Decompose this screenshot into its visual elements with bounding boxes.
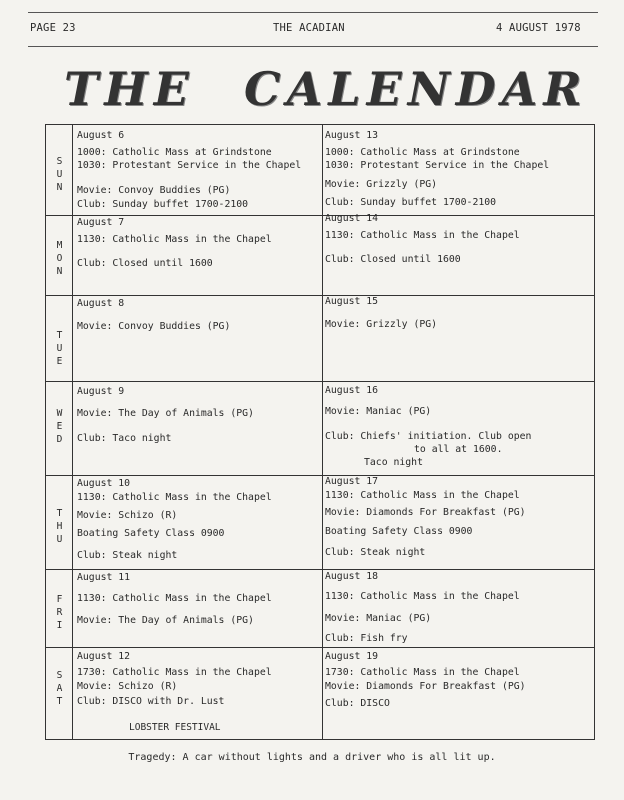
cell-entry: Club: Fish fry (325, 633, 408, 644)
cell-entry: Club: Chiefs' initiation. Club open (325, 431, 532, 442)
lobster-festival-note: LOBSTER FESTIVAL (129, 722, 221, 733)
cell-entry: Movie: Maniac (PG) (325, 613, 432, 624)
cell-entry: Club: Steak night (325, 547, 426, 558)
cell-entry: Movie: Grizzly (PG) (325, 179, 438, 190)
cell-entry: Movie: Schizo (R) (77, 681, 178, 692)
cell-date: August 15 (325, 296, 379, 307)
cell-entry: Movie: Schizo (R) (77, 510, 178, 521)
day-label-wed: W E D (56, 408, 63, 445)
cell-entry: Movie: Convoy Buddies (PG) (77, 185, 231, 196)
day-label-sun: S U N (56, 156, 63, 193)
cell-entry: Boating Safety Class 0900 (77, 528, 225, 539)
cell-entry: Boating Safety Class 0900 (325, 526, 473, 537)
cell-entry: Club: Sunday buffet 1700-2100 (325, 197, 497, 208)
cell-entry: 1000: Catholic Mass at Grindstone (77, 147, 272, 158)
cell-entry: Club: Sunday buffet 1700-2100 (77, 199, 249, 210)
day-label-mon: M O N (56, 240, 63, 277)
row-divider (46, 647, 594, 648)
header-rule-bottom (28, 46, 598, 47)
cell-date: August 12 (77, 651, 131, 662)
day-label-sat: S A T (56, 670, 63, 707)
title-word-calendar: CALENDAR (244, 62, 588, 116)
cell-entry: Club: Closed until 1600 (325, 254, 461, 265)
footer-quip: Tragedy: A car without lights and a driver who is all lit up. (128, 752, 496, 763)
cell-entry: Taco night (364, 457, 423, 468)
cell-entry: 1130: Catholic Mass in the Chapel (325, 490, 520, 501)
row-divider (46, 475, 594, 476)
row-divider (46, 569, 594, 570)
cell-date: August 14 (325, 213, 379, 224)
cell-entry: 1730: Catholic Mass in the Chapel (77, 667, 272, 678)
day-label-tue: T U E (56, 330, 63, 367)
cell-entry: Movie: The Day of Animals (PG) (77, 615, 254, 626)
cell-date: August 18 (325, 571, 379, 582)
cell-date: August 11 (77, 572, 131, 583)
cell-entry: Movie: Grizzly (PG) (325, 319, 438, 330)
cell-entry: Club: Taco night (77, 433, 172, 444)
cell-entry: Movie: Diamonds For Breakfast (PG) (325, 507, 526, 518)
cell-entry: 1130: Catholic Mass in the Chapel (77, 234, 272, 245)
page-title (0, 62, 624, 118)
row-divider (46, 215, 594, 216)
cell-entry: Movie: Convoy Buddies (PG) (77, 321, 231, 332)
page-number: PAGE 23 (30, 22, 76, 34)
cell-entry: 1730: Catholic Mass in the Chapel (325, 667, 520, 678)
cell-date: August 13 (325, 130, 379, 141)
issue-date: 4 AUGUST 1978 (496, 22, 581, 34)
publication-name: THE ACADIAN (273, 22, 345, 34)
cell-entry: Movie: The Day of Animals (PG) (77, 408, 254, 419)
cell-entry: 1030: Protestant Service in the Chapel (77, 160, 302, 171)
cell-date: August 17 (325, 476, 379, 487)
cell-date: August 6 (77, 130, 125, 141)
cell-date: August 9 (77, 386, 125, 397)
cell-entry: to all at 1600. (414, 444, 503, 455)
cell-entry: Club: DISCO with Dr. Lust (77, 696, 225, 707)
day-label-fri: F R I (56, 594, 63, 631)
cell-date: August 10 (77, 478, 131, 489)
row-divider (46, 295, 594, 296)
title-word-the: THE (64, 62, 195, 116)
cell-entry: 1130: Catholic Mass in the Chapel (325, 230, 520, 241)
row-divider (46, 381, 594, 382)
day-label-thu: T H U (56, 508, 63, 545)
cell-entry: 1130: Catholic Mass in the Chapel (77, 593, 272, 604)
cell-date: August 16 (325, 385, 379, 396)
cell-date: August 19 (325, 651, 379, 662)
cell-entry: Movie: Diamonds For Breakfast (PG) (325, 681, 526, 692)
cell-entry: Club: Steak night (77, 550, 178, 561)
cell-entry: Club: Closed until 1600 (77, 258, 213, 269)
cell-entry: 1030: Protestant Service in the Chapel (325, 160, 550, 171)
header-rule-top (28, 12, 598, 13)
cell-entry: 1130: Catholic Mass in the Chapel (77, 492, 272, 503)
cell-date: August 7 (77, 217, 125, 228)
cell-entry: 1130: Catholic Mass in the Chapel (325, 591, 520, 602)
calendar-grid (45, 124, 595, 740)
cell-entry: Club: DISCO (325, 698, 390, 709)
cell-entry: Movie: Maniac (PG) (325, 406, 432, 417)
cell-entry: 1000: Catholic Mass at Grindstone (325, 147, 520, 158)
cell-date: August 8 (77, 298, 125, 309)
